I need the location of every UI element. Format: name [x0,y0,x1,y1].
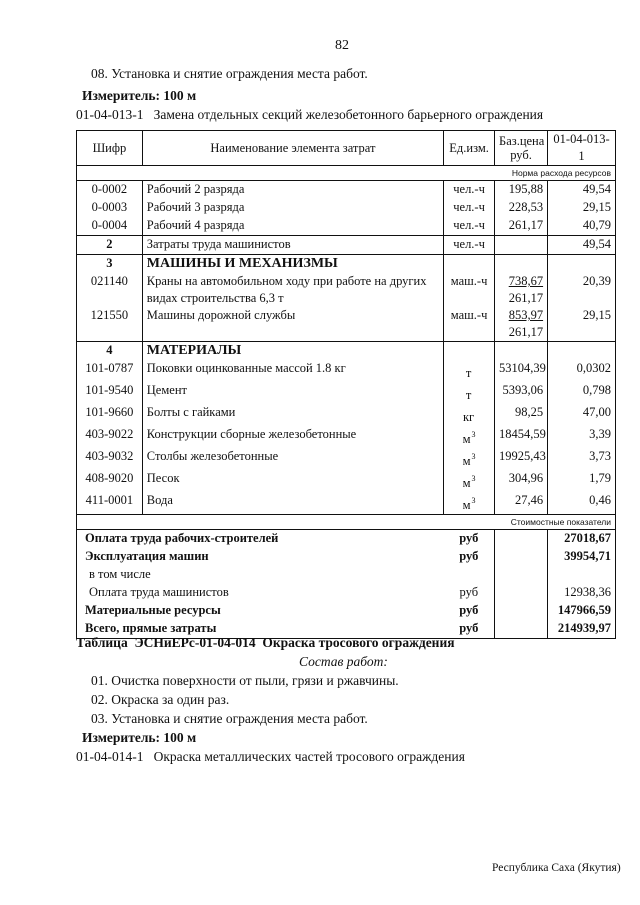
total-value: 12938,36 [548,584,616,602]
total-unit: руб [459,585,479,599]
section-2-row [77,236,616,255]
row-name [142,307,443,342]
row-unit [444,426,495,448]
row-unit [444,404,495,426]
total-unit: руб [459,603,479,617]
row-name: Вода [142,492,443,515]
row-unit-exponent: 3 [471,474,476,483]
row-unit-text: т [465,366,472,380]
row-name-line2: видах строительства 6,3 т [146,291,284,305]
row-code: 0-0004 [77,217,143,236]
cost-note-row [77,515,616,530]
table-row [77,273,616,307]
row-value: 1,79 [548,470,616,492]
resource-table [76,130,616,639]
row-code: 121550 [77,307,143,342]
table-row [77,181,616,200]
row-unit [444,382,495,404]
row-price: 195,88 [495,181,548,200]
total-row [77,530,616,549]
row-unit: маш.-ч [444,273,495,307]
row-unit: маш.-ч [444,307,495,342]
total-name: в том числе [77,566,444,584]
row-price: 53104,39 [495,360,548,382]
total-price [495,530,548,549]
meter-line: Измеритель: 100 м [82,88,197,103]
row-price: 5393,06 [495,382,548,404]
row-unit: чел.-ч [444,181,495,200]
table-row [77,448,616,470]
section-2-unit: чел.-ч [444,236,495,255]
norm-code-title: 01-04-013-1 Замена отдельных секций железобетонного барьерного ограждения [76,107,544,122]
row-value: 3,39 [548,426,616,448]
table-2-title: Таблица ЭСНиЕРс-01-04-014 Окраска тросового ограждения [76,635,455,650]
row-name: Рабочий 4 разряда [142,217,443,236]
total-value: 147966,59 [548,602,616,620]
total-row [77,602,616,620]
row-name: Цемент [142,382,443,404]
row-price-line1: 853,97 [508,308,544,322]
total-price [495,620,548,639]
table-row [77,404,616,426]
norm-note: Норма расхода ресурсов [77,166,616,181]
material-rows [77,360,616,515]
norm-note-row [77,166,616,181]
section-3-code: 3 [77,255,143,274]
work-step-03: 03. Установка и снятие ограждения места работ. [91,711,368,726]
total-unit: руб [444,620,495,639]
total-unit [444,566,495,584]
total-row [77,566,616,584]
row-price: 304,96 [495,470,548,492]
total-unit: руб [459,531,479,545]
table-row [77,382,616,404]
row-code: 101-0787 [77,360,143,382]
labor-rows [77,181,616,236]
row-unit-text: кг [462,410,475,424]
row-code: 101-9660 [77,404,143,426]
region-footer: Республика Саха (Якутия) [492,862,621,874]
section-2-code: 2 [77,236,143,255]
header-norm-code: 01-04-013-1 [548,131,616,166]
header-name: Наименование элемента затрат [142,131,443,166]
row-value: 29,15 [548,199,616,217]
total-name: Оплата труда машинистов [77,584,444,602]
total-price [495,602,548,620]
row-unit [444,470,495,492]
header-price-line2: руб. [510,148,532,162]
works-heading: Состав работ: [299,654,388,669]
total-value [548,566,616,584]
row-value: 0,46 [548,492,616,515]
row-name-line1: Машины дорожной службы [146,308,296,322]
header-price [495,131,548,166]
total-value: 214939,97 [548,620,616,639]
row-unit-text: м [462,432,471,446]
section-2-name: Затраты труда машинистов [142,236,443,255]
row-price: 18454,59 [495,426,548,448]
row-unit [444,448,495,470]
row-price-line2: 261,17 [508,291,544,305]
section-4-code: 4 [77,342,143,361]
row-value: 0,798 [548,382,616,404]
row-unit-text: м [462,476,471,490]
row-name: Болты с гайками [142,404,443,426]
machine-rows [77,273,616,342]
row-code: 0-0002 [77,181,143,200]
total-row [77,548,616,566]
total-name: Оплата труда рабочих-строителей [77,530,444,549]
section-4-title: МАТЕРИАЛЫ [142,342,443,361]
row-name [142,273,443,307]
cost-note: Стоимостные показатели [77,515,616,530]
table-row [77,307,616,342]
header-code: Шифр [77,131,143,166]
row-name: Песок [142,470,443,492]
table-row [77,492,616,515]
row-value: 47,00 [548,404,616,426]
total-price [495,566,548,584]
row-price-line1: 738,67 [508,274,544,288]
work-step-02: 02. Окраска за один раз. [91,692,230,707]
row-price: 98,25 [495,404,548,426]
row-code: 403-9032 [77,448,143,470]
row-unit-exponent: 3 [471,452,476,461]
total-value: 27018,67 [548,530,616,549]
row-price [495,307,548,342]
table-row [77,426,616,448]
header-price-line1: Баз.цена [499,134,545,148]
row-code: 403-9022 [77,426,143,448]
row-price: 228,53 [495,199,548,217]
row-name: Рабочий 3 разряда [142,199,443,217]
row-price [495,273,548,307]
row-name-line1: Краны на автомобильном ходу при работе на других [146,274,427,288]
row-unit [444,492,495,515]
row-value: 20,39 [548,273,616,307]
row-value: 49,54 [548,181,616,200]
norm-code-title-2: 01-04-014-1 Окраска металлических частей тросового ограждения [76,749,465,764]
row-price: 261,17 [495,217,548,236]
row-unit [444,360,495,382]
row-code: 0-0003 [77,199,143,217]
section-4-row [77,342,616,361]
work-step-08: 08. Установка и снятие ограждения места работ. [91,66,368,81]
section-3-title: МАШИНЫ И МЕХАНИЗМЫ [142,255,443,274]
meter-line-2: Измеритель: 100 м [82,730,197,745]
total-name: Материальные ресурсы [77,602,444,620]
table-row [77,360,616,382]
row-unit-text: т [465,388,472,402]
row-name: Поковки оцинкованные массой 1.8 кг [142,360,443,382]
total-price [495,548,548,566]
row-value: 0,0302 [548,360,616,382]
section-2-value: 49,54 [548,236,616,255]
table-row [77,470,616,492]
row-unit-text: м [462,454,471,468]
total-name: Эксплуатация машин [77,548,444,566]
row-price: 19925,43 [495,448,548,470]
page-number: 82 [335,38,349,53]
totals-rows [77,530,616,639]
header-unit: Ед.изм. [444,131,495,166]
total-row [77,584,616,602]
row-code: 408-9020 [77,470,143,492]
row-code: 101-9540 [77,382,143,404]
total-price [495,584,548,602]
row-unit: чел.-ч [444,199,495,217]
row-name: Столбы железобетонные [142,448,443,470]
section-3-row [77,255,616,274]
row-value: 3,73 [548,448,616,470]
total-name: Всего, прямые затраты [77,620,444,639]
row-name: Рабочий 2 разряда [142,181,443,200]
row-code: 021140 [77,273,143,307]
row-name: Конструкции сборные железобетонные [142,426,443,448]
total-value: 39954,71 [548,548,616,566]
total-unit: руб [459,549,479,563]
table-row [77,199,616,217]
row-unit-exponent: 3 [471,430,476,439]
row-code: 411-0001 [77,492,143,515]
table-row [77,217,616,236]
section-2-price [495,236,548,255]
work-step-01: 01. Очистка поверхности от пыли, грязи и ржавчины. [91,673,399,688]
row-value: 29,15 [548,307,616,342]
row-price: 27,46 [495,492,548,515]
row-name-line2 [147,324,439,341]
row-unit-exponent: 3 [471,496,476,505]
row-value: 40,79 [548,217,616,236]
table-header-row [77,131,616,166]
row-unit: чел.-ч [444,217,495,236]
row-unit-text: м [462,498,471,512]
row-price-line2: 261,17 [508,325,544,339]
